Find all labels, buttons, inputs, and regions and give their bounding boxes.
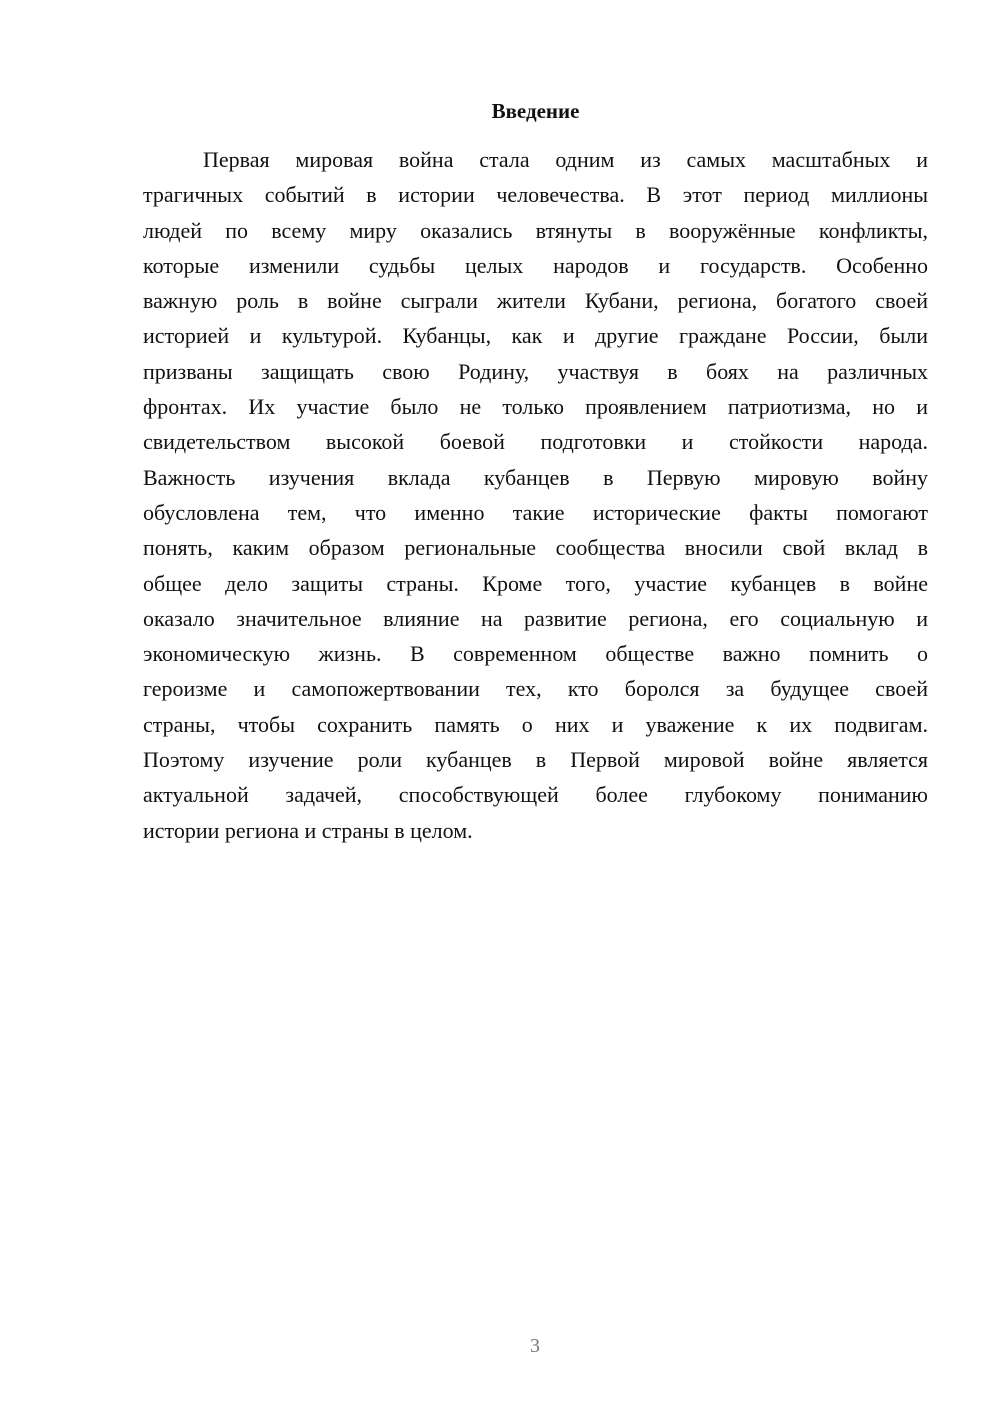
paragraph-line: общее дело защиты страны. Кроме того, участие кубанцев в войне [143, 570, 928, 596]
paragraph-line: Поэтому изучение роли кубанцев в Первой мировой войне является [143, 747, 928, 773]
paragraph-line: которые изменили судьбы целых народов и государств. Особенно [143, 252, 928, 278]
paragraph-line: фронтах. Их участие было не только проявлением патриотизма, но и [143, 394, 928, 420]
paragraph-line: Первая мировая война стала одним из самых масштабных и [203, 147, 928, 172]
paragraph-line: героизме и самопожертвовании тех, кто боролся за будущее своей [143, 676, 928, 702]
paragraph-line: людей по всему миру оказались втянуты в вооружённые конфликты, [143, 217, 928, 243]
page-number: 3 [530, 1335, 540, 1357]
section-heading: Введение [491, 99, 580, 123]
paragraph-line: призваны защищать свою Родину, участвуя в боях на различных [143, 358, 928, 384]
paragraph-line: понять, каким образом региональные сообщества вносили свой вклад в [143, 535, 928, 561]
paragraph-line: экономическую жизнь. В современном обществе важно помнить о [143, 641, 928, 667]
paragraph-line: актуальной задачей, способствующей более глубокому пониманию [143, 782, 928, 808]
paragraph-line: страны, чтобы сохранить память о них и уважение к их подвигам. [143, 711, 928, 737]
paragraph-line: важную роль в войне сыграли жители Кубани, региона, богатого своей [143, 288, 928, 314]
paragraph-line: свидетельством высокой боевой подготовки и стойкости народа. [143, 429, 928, 455]
paragraph-line: Важность изучения вклада кубанцев в Первую мировую войну [143, 464, 928, 490]
paragraph-line: трагичных событий в истории человечества. В этот период миллионы [143, 182, 928, 208]
paragraph-line: истории региона и страны в целом. [143, 817, 473, 843]
paragraph-line: историей и культурой. Кубанцы, как и другие граждане России, были [143, 323, 928, 349]
paragraph-line: оказало значительное влияние на развитие региона, его социальную и [143, 605, 928, 631]
paragraph-line: обусловлена тем, что именно такие исторические факты помогают [143, 499, 928, 525]
introduction-paragraph [143, 142, 928, 848]
